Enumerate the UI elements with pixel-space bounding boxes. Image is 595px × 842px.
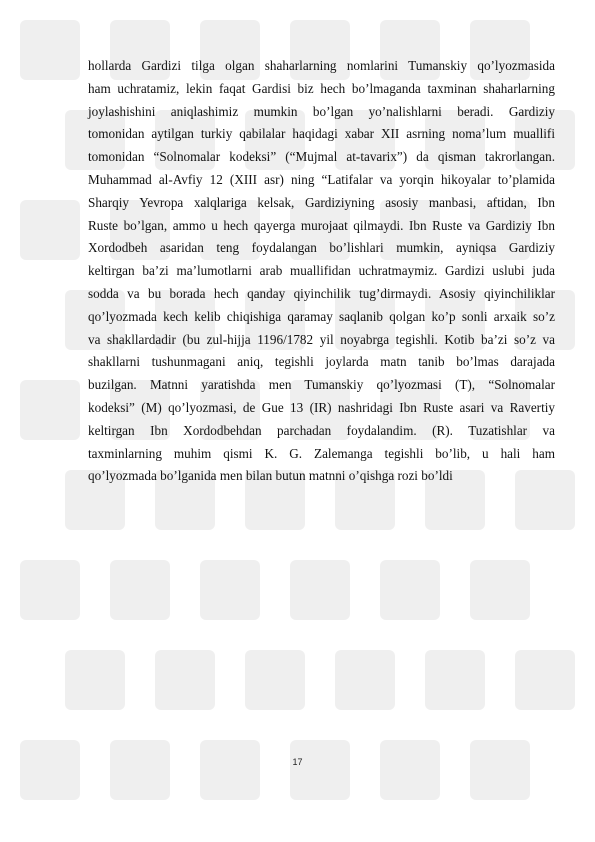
text-line: joylashishini aniqlashimiz mumkin bo’lgan yo’nalishlarni beradi. Gardiziy	[88, 103, 555, 119]
text-line: qo’lyozmada bo’lganida men bilan butun matnni o’qishga rozi bo’ldi	[88, 468, 453, 484]
text-line: qo’lyozmada kech kelib chiqishiga qaramay saqlanib qolgan ko’p sonli arxaik so’z	[88, 308, 555, 324]
text-line: tomonidan “Solnomalar kodeksi” (“Mujmal at-tavarix”) da qisman takrorlangan.	[88, 149, 555, 165]
text-line: kodeksi” (M) qo’lyozmasi, de Gue 13 (IR) nashridagi Ibn Ruste asari va Ravertiy	[88, 399, 555, 415]
text-line: buzilgan. Matnni yaratishda men Tumanskiy qo’lyozmasi (T), “Solnomalar	[88, 377, 555, 393]
text-line: shakllarni tushunmagani aniq, tegishli joylarda matn tanib bo’lmas darajada	[88, 354, 555, 370]
page-number: 17	[292, 757, 303, 767]
text-line: Ruste bo’lgan, ammo u hech qayerga murojaat qilmaydi. Ibn Ruste va Gardiziy Ibn	[88, 217, 555, 233]
text-line: keltirgan Ibn Xordodbehdan parchadan foydalandim. (R). Tuzatishlar va	[88, 422, 555, 438]
text-line: Xordodbeh asaridan teng foydalangan bo’lishlari mumkin, ayniqsa Gardiziy	[88, 240, 555, 256]
body-text	[88, 55, 555, 488]
text-line: sodda va bu borada hech qanday qiyinchilik tug’dirmaydi. Asosiy qiyinchiliklar	[88, 285, 555, 301]
text-line: ham uchratamiz, lekin faqat Gardisi biz hech bo’lmaganda taxminan shaharlarning	[88, 80, 555, 96]
text-line: va shakllardadir (bu zul-hijja 1196/1782 yil noyabrga tegishli. Kotib ba’zi so’z va	[88, 331, 555, 347]
text-line: Sharqiy Yevropa xalqlariga kelsak, Gardiziyning asosiy manbasi, aftidan, Ibn	[88, 194, 555, 210]
text-line: taxminlarning muhim qismi K. G. Zalemanga tegishli bo’lib, u hali ham	[88, 445, 555, 461]
text-line: hollarda Gardizi tilga olgan shaharlarning nomlarini Tumanskiy qo’lyozmasida	[88, 58, 555, 73]
text-line: tomonidan aytilgan turkiy qabilalar haqidagi xabar XII asrning noma’lum muallifi	[88, 126, 555, 142]
text-line: keltirgan ba’zi ma’lumotlarni arab muallifidan uchratmaymiz. Gardizi uslubi juda	[88, 263, 555, 279]
text-line: Muhammad al-Avfiy 12 (XIII asr) ning “Latifalar va yorqin hikoyalar to’plamida	[88, 171, 555, 187]
